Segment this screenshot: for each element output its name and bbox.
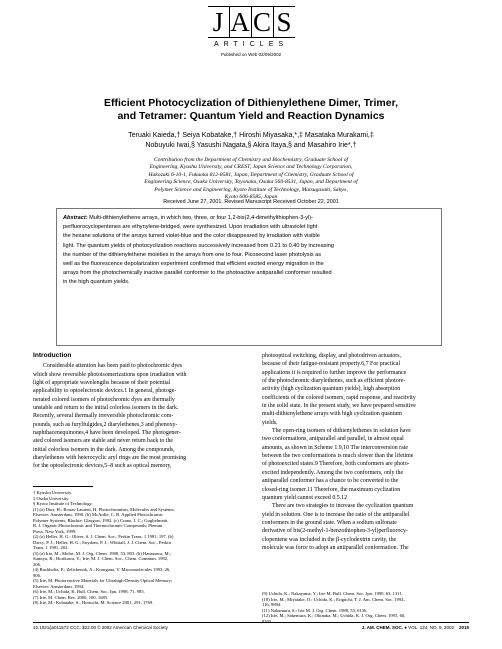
logo-letter-s: S bbox=[276, 7, 292, 37]
title-line: and Tetramer: Quantum Yield and Reaction Dynamics bbox=[117, 110, 385, 122]
abstract-line: light. The quantum yields of photocyclization reactions successively increased from 0.21 to 0.40 by increasing bbox=[63, 242, 335, 249]
intro-text-right bbox=[262, 352, 469, 552]
footnote: (7) Irie, M. Chem. Rev. 2000, 100, 1685. bbox=[33, 594, 109, 600]
section-label: ARTICLES bbox=[213, 41, 289, 48]
footnote: § Kyoto Institute of Technology. bbox=[33, 501, 93, 506]
section-heading: Introduction bbox=[33, 352, 72, 359]
body-text-line: because of their fatigue-resistant property.6,7 For practical bbox=[262, 361, 400, 368]
page-footer bbox=[290, 625, 469, 630]
affiliation-line: Polymer Science and Engineering, Kyoto Institute of Technology, Matsugasaki, Sakyo, bbox=[154, 186, 348, 193]
footnote: (2) (a) Heller, H. G.; Oliver, S. J. Chem. Soc., Perkin Trans. 1 1981, 197. (b) bbox=[33, 534, 174, 539]
body-text-line: conformers in the ground state. When a sodium sulfonate bbox=[262, 519, 397, 526]
footnote: (12) Irie, M.; Sakemura, K.; Okinaka, M.; Uchida, K. J. Org. Chem. 1995, 60, bbox=[262, 613, 406, 618]
doi-line: 10.1021/ja011572 CCC: $22.00 © 2002 American Chemical Society bbox=[33, 625, 168, 630]
body-text-line: in the solid state. In the present study, we have prepared sensitive bbox=[262, 403, 416, 410]
body-text-line: closed-ring isomer.11 Therefore, the maximum cyclization bbox=[262, 486, 401, 493]
footnote: 116, 9894. bbox=[262, 602, 282, 607]
footnote: (5) Irie, M. Photoreactive Materials for Ultrahigh-Density Optical Memory; bbox=[33, 578, 173, 583]
title-line: Efficient Photocyclization of Dithienylethene Dimer, Trimer, bbox=[103, 97, 399, 109]
footnote: ‡ Osaka University. bbox=[33, 495, 70, 501]
published-date: Published on Web 02/09/2002 bbox=[220, 52, 282, 57]
body-text-line: unstable and return to the initial colorless isomers in the dark. bbox=[33, 405, 179, 412]
footnote: 206. bbox=[33, 561, 42, 567]
abstract-text bbox=[63, 214, 435, 288]
body-text-line: for the optoelectronic devices,5–8 such as optical memory, bbox=[33, 463, 172, 470]
affiliation-line: Engineering Science, Osaka University, Toyonaka, Osaka 560-8531, Japan, and Department of bbox=[144, 179, 358, 186]
body-text-line: quantum yield cannot exceed 0.5.12 bbox=[262, 494, 348, 501]
body-text-line: nerated colored isomers of photochromic dyes are thermally bbox=[33, 396, 175, 403]
logo-letter-a: A bbox=[230, 7, 250, 37]
body-text-line: ated colored isomers are stable and never return back to the bbox=[33, 438, 174, 445]
body-text-line: initial colorless isomers in the dark. Among the compounds, bbox=[33, 446, 175, 453]
body-column-right bbox=[262, 352, 469, 552]
body-text-line: molecule was force to adopt an antiparallel conformation. The bbox=[262, 544, 409, 551]
abstract-line: in the high quantum yields. bbox=[63, 279, 130, 286]
body-text-line: of photoexcited states.9 Therefore, both conformers are photo- bbox=[262, 461, 410, 468]
volume-info: ● VOL. 124, NO. 9, 2002 bbox=[404, 625, 454, 630]
body-text-line: of the photochromic diarylethenes, such as efficient photore- bbox=[262, 378, 406, 385]
abstract-line: arrays from the photochemically inactive parallel conformer to the photoactive antiparallel conformer resulted bbox=[63, 270, 332, 277]
body-text-line: clopentene was included in the β-cyclodextrin cavity, the bbox=[262, 536, 397, 543]
footnote: Elsevier: Amsterdam, 1990. (b) McArdle, C. B. Applied Photochromic bbox=[33, 512, 164, 517]
affiliation-line: Kyoto 606-8585, Japan bbox=[224, 194, 278, 201]
footnote: (3) (a) Irie, M.; Mohri, M. J. Org. Chem. 1988, 53, 803. (b) Hanazawa, M.; bbox=[33, 550, 171, 556]
footnote: (4) Buchholtz, F.; Zelichenok, A.; Krongauz, V. Macromolecules 1993, 26, bbox=[33, 567, 171, 572]
author-list bbox=[0, 131, 502, 151]
footnote: Darcy, P. J.; Heller, H. G.; Strydom, P. J.; Whittall, J. J. Chem. Soc., Perkin bbox=[33, 539, 171, 545]
footnote: Sumiya, R.; Horikawa, Y.; Irie, M. J. Chem. Soc., Chem. Commun. 1992, bbox=[33, 556, 169, 561]
affiliation-line: Contribution from the Department of Chemistry and Biochemistry, Graduate School of bbox=[153, 157, 349, 163]
body-text-line: coefficients of the colored isomers, rapid response, and reactivity bbox=[262, 394, 416, 401]
abstract-label: Abstract: bbox=[63, 215, 88, 221]
footnote: Press: New York, 1999. bbox=[33, 528, 77, 534]
journal-abbrev: J. AM. CHEM. SOC. bbox=[361, 625, 403, 630]
journal-logo bbox=[0, 6, 502, 38]
footnote: Trans. 1 1981, 202. bbox=[33, 545, 69, 550]
affiliations bbox=[40, 157, 462, 201]
author-line: Teruaki Kaieda,† Seiya Kobatake,† Hiroshi Miyasaka,*,‡ Masataka Murakami,‡ bbox=[128, 132, 374, 139]
affiliation-line: Hakozaki 6-10-1, Fukuoka 812-8581, Japan, Department of Chemistry, Graduate School of bbox=[148, 171, 354, 178]
body-text-line: applicability to optoelectronic devices.1 In general, photoge- bbox=[33, 388, 177, 395]
footnote: (6) Irie, M.; Uchida, K. Bull. Chem. Soc. Jpn. 1998, 71, 985. bbox=[33, 589, 145, 594]
footnote: 906. bbox=[33, 572, 42, 578]
body-text-line: pounds, such as furylfulgides,2 diarylethenes,3 and phenoxy- bbox=[33, 421, 178, 428]
body-text-line: photooptical switching, display, and photodriven actuators, bbox=[262, 353, 402, 359]
intro-text-left bbox=[33, 362, 240, 470]
abstract-line: Abstract: Multi-dithienylethene arrays, in which two, three, or four 1,2-bis(2,4-dimethylthiophen-3-yl)- bbox=[63, 215, 313, 221]
footnotes-right bbox=[262, 591, 469, 624]
body-text-line: Recently, several thermally irreversible photochromic com- bbox=[33, 413, 174, 420]
affiliation-line: Engineering, Kyushu University, and CREST, Japan Science and Technology Corporation, bbox=[149, 164, 353, 171]
abstract-line: the number of the dithienylethene moieties in the arrays from one to four. Picosecond laser photolysis as bbox=[63, 251, 322, 258]
footnote: Polymer Systems; Blackie: Glasgow, 1992. (c) Crano, J. C.; Guglielmetti, bbox=[33, 517, 169, 523]
body-text-line: light of appropriate wavelengths because of their potential bbox=[33, 380, 171, 387]
footnote: (11) Nakamura, S.; Irie M. J. Org. Chem. 1988, 53, 6136. bbox=[262, 607, 368, 613]
abstract-line: perfluorocyclopentenes are ethynylene-bridged, were synthesized. Upon irradiation with ultraviolet light bbox=[63, 224, 318, 231]
logo-letter-j: J bbox=[208, 7, 230, 37]
body-text-line: excited independently. Among the two conformers, only the bbox=[262, 469, 404, 476]
logo-letter-c: C bbox=[252, 7, 274, 37]
body-text-line: applications it is required to further improve the performance bbox=[262, 369, 407, 376]
footnote: † Kyushu University. bbox=[33, 490, 73, 495]
body-text-line: multi-dithienylethene arrays with high cyclization quantum bbox=[262, 411, 402, 418]
body-text-line: derivative of bis(2-methyl-1-benzothiophen-3-yl)perfluorocy- bbox=[262, 528, 408, 535]
author-line: Nobuyuki Iwai,§ Yasushi Nagata,§ Akira Itaya,§ and Masahiro Irie*,† bbox=[145, 142, 357, 149]
body-text-line: amounts, as shown in Scheme 1.9,10 The interconversion rate bbox=[262, 444, 408, 451]
body-text-line: There are two strategies to increase the cyclization quantum bbox=[272, 503, 414, 510]
footnote: Elsevier: Amsterdam, 1994. bbox=[33, 583, 85, 589]
footnote: 8305. bbox=[262, 618, 273, 624]
footnotes-left bbox=[33, 490, 240, 606]
body-text-line: antiparallel conformer has a chance to be converted to the bbox=[262, 478, 399, 485]
body-text-line: between the two conformations is much slower than the lifetime bbox=[262, 453, 414, 460]
body-text-line: which show reversible photoisomerizations upon irradiation with bbox=[33, 371, 187, 378]
body-text-line: naphthacenequinones,4 have been developed. The photogener- bbox=[33, 430, 181, 437]
body-text-line: yield in solution. One is to increase the ratio of the antiparallel bbox=[262, 511, 410, 518]
body-text-line: The open-ring isomers of dithienylethenes in solution have bbox=[272, 428, 411, 435]
footnote: R. J. Organic Photochromic and Thermochromic Compounds; Plenum bbox=[33, 523, 163, 528]
article-title bbox=[0, 97, 502, 123]
body-text-line: Considerable attention has been paid to photochromic dyes bbox=[43, 363, 183, 370]
abstract-line: well as the fluorescence depolarization experiment confirmed that efficient excited energy migration in the bbox=[63, 261, 324, 268]
footnote: (10) Irie, M.; Miyatake, O.; Uchida, K.; Eriguchi, T. J. Am. Chem. Soc. 1994, bbox=[262, 596, 405, 602]
abstract-line: the hexane solutions of the arrays turned violet-blue and the color disappeared by irradiation with visible bbox=[63, 233, 320, 240]
body-text-line: yields. bbox=[262, 419, 278, 426]
footnote: (1) (a) Dürr, H.; Bouas-Laurent, H. Photochromism, Molecules and Systems; bbox=[33, 506, 175, 512]
body-text-line: activity (high cyclization quantum yields), high absorption bbox=[262, 386, 401, 393]
body-text-line: two conformations, antiparallel and parallel, in almost equal bbox=[262, 436, 404, 443]
page-number: 2015 bbox=[458, 625, 469, 630]
received-dates: Received June 27, 2001. Revised Manuscript Received October 22, 2001 bbox=[163, 199, 339, 205]
body-text-line: diarylethenes with heterocyclic aryl rings are the most promising bbox=[33, 455, 187, 462]
footnote: (8) Irie, M.; Kobatake, S.; Horiuchi, M. Science 2001, 291, 1769. bbox=[33, 600, 154, 605]
footnote: (9) Uchida, K.; Nakayama, Y.; Irie M. Bull. Chem. Soc. Jpn. 1990, 63, 1311. bbox=[262, 591, 403, 596]
body-column-left bbox=[33, 352, 240, 471]
footnote-rule bbox=[33, 486, 93, 487]
footer-rule bbox=[33, 622, 469, 623]
